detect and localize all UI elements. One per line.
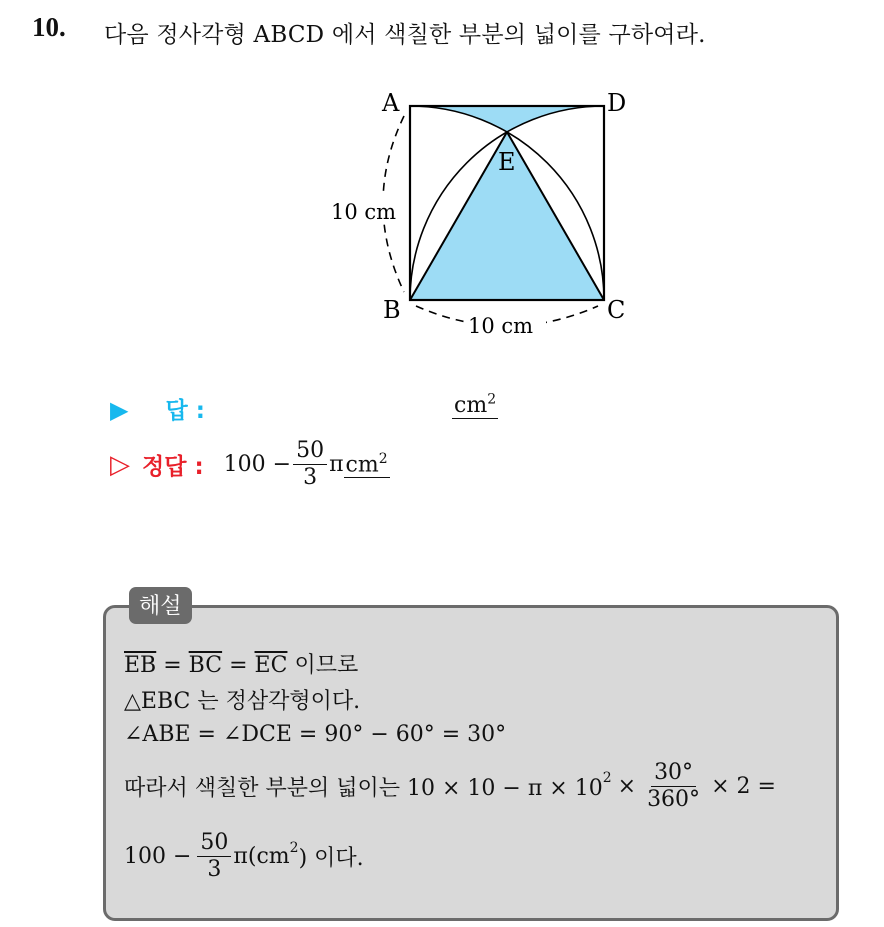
answer-marker-icon: ▶ [110,396,129,424]
answer-row [110,392,205,425]
question-text: 다음 정사각형 ABCD 에서 색칠한 부분의 넓이를 구하여라. [104,22,706,48]
label-e: E [498,148,516,176]
correct-unit: $cm^2$ [345,450,388,478]
solution-tag: 해설 [129,587,192,624]
square-figure [320,80,650,340]
correct-prefix: 100 − [223,452,292,477]
shaded-top-region [410,106,604,132]
label-b: B [383,296,401,324]
label-a: A [382,89,400,117]
answer-blank[interactable] [452,392,498,418]
solution-fraction-result: $\frac{50}{3}$ [197,832,231,881]
correct-label: 정답 : [142,454,204,480]
correct-fraction: $\frac{50}{3}$ [293,440,327,489]
solution-line-4: 따라서 색칠한 부분의 넓이는 10 × 10 − π × 10 $^2$ × $\frac{30^\circ}{360^\circ}$ × 2 = [124,760,776,812]
length-bottom-label: 10 cm [468,314,534,338]
answer-unit-exp: 2 [487,392,497,408]
length-left-label: 10 cm [331,200,397,224]
correct-pi: π [329,452,344,477]
solution-fraction-angle: $\frac{30^\circ}{360^\circ}$ [647,760,701,812]
solution-line-5: 100 − $\frac{50}{3}$ π(cm $^2$ ) 이다. [124,830,364,882]
question-number: 10. [32,12,66,42]
label-c: C [607,296,626,324]
correct-marker-icon: ▷ [110,449,130,480]
solution-line-2: △EBC 는 정삼각형이다. [124,689,361,714]
answer-label: 답 : [165,398,205,424]
label-d: D [607,89,627,117]
solution-line-1: $\overline{EB} = \overline{BC} = \overline{EC}$ 이므로 [124,653,359,678]
solution-line-3: ∠ABE = ∠DCE = 90° − 60° = 30° [124,722,507,747]
answer-unit: cm [454,393,488,419]
correct-answer-row [110,440,390,489]
